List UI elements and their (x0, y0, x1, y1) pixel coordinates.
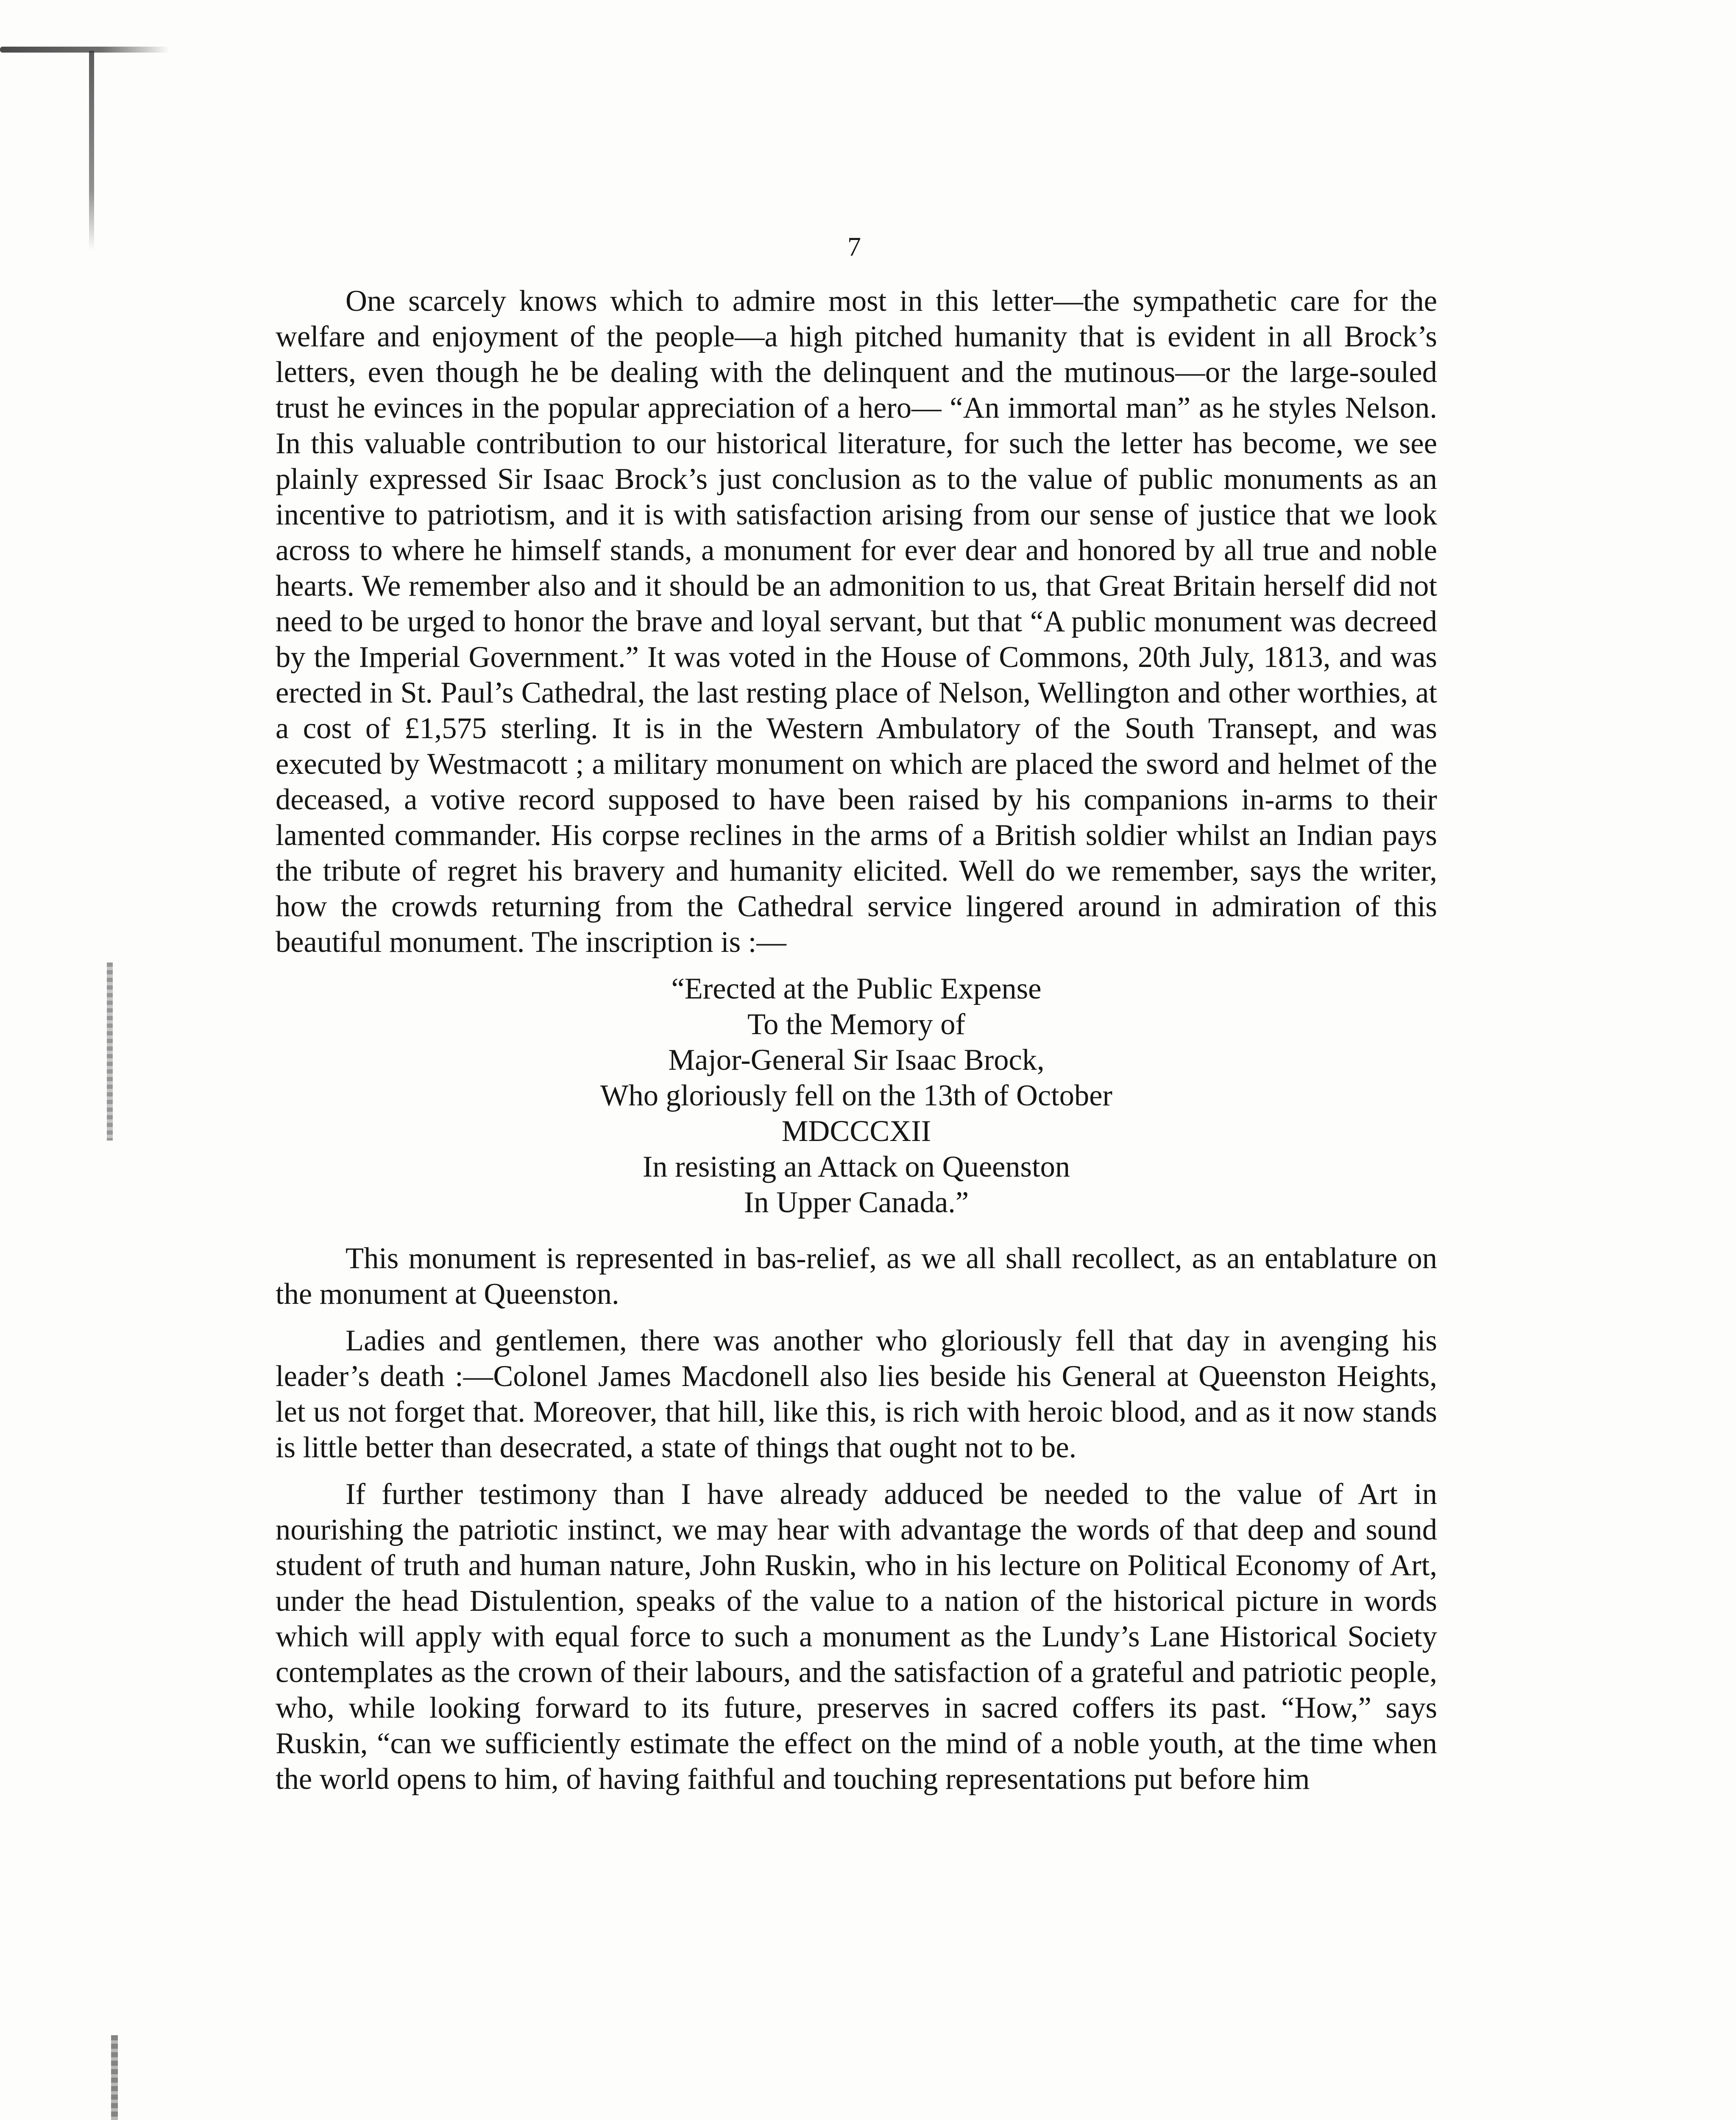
inscription-line: Major-General Sir Isaac Brock, (668, 1043, 1045, 1077)
paragraph: Ladies and gentlemen, there was another who gloriously fell that day in avenging his leader’s death :—Colonel James Macdonell also lies beside his General at Queenston Heights, let us not forget that. Moreover, that hill, like this, is rich with heroic blood, and as it now stands is little better than desecrated, a state of things that ought not to be. (276, 1324, 1437, 1464)
inscription-line: To the Memory of (747, 1008, 965, 1041)
scan-edge-artifact (89, 51, 94, 250)
inscription-line: In resisting an Attack on Queenston (642, 1150, 1070, 1183)
body-text (276, 283, 1437, 1797)
inscription-line: “Erected at the Public Expense (671, 972, 1042, 1005)
scan-edge-artifact (111, 2035, 118, 2120)
scan-edge-artifact (0, 47, 170, 53)
paragraph: One scarcely knows which to admire most in this letter—the sympathetic care for the welfare and enjoyment of the people—a high pitched humanity that is evident in all Brock’s letters, even though he be dealing with the delinquent and the mutinous—or the large-souled trust he evinces in the popular appreciation of a hero— “An immortal man” as he styles Nelson. In this valuable contribution to our historical literature, for such the letter has become, we see plainly expressed Sir Isaac Brock’s just conclusion as to the value of public monuments as an incentive to patriotism, and it is with satisfaction arising from our sense of justice that we look across to where he himself stands, a monument for ever dear and honored by all true and noble hearts. We remember also and it should be an admonition to us, that Great Britain herself did not need to be urged to honor the brave and loyal servant, but that “A public monument was decreed by the Imperial Government.” It was voted in the House of Commons, 20th July, 1813, and was erected in St. Paul’s Cathedral, the last resting place of Nelson, Wellington and other worthies, at a cost of £1,575 sterling. It is in the Western Ambulatory of the South Transept, and was executed by Westmacott ; a military monument on which are placed the sword and helmet of the deceased, a votive record supposed to have been raised by his companions in-arms to their lamented commander. His corpse reclines in the arms of a British soldier whilst an Indian pays the tribute of regret his bravery and humanity elicited. Well do we remember, says the writer, how the crowds returning from the Cathedral service lingered around in admiration of this beautiful monument. The inscription is :— (276, 285, 1437, 959)
paragraph: This monument is represented in bas-relief, as we all shall recollect, as an entablature on the monument at Queenston. (276, 1242, 1437, 1311)
inscription-line: MDCCCXII (781, 1115, 931, 1148)
scan-edge-artifact (107, 962, 113, 1141)
inscription-line: Who gloriously fell on the 13th of October (600, 1079, 1113, 1112)
page-number: 7 (847, 232, 861, 262)
paragraph: If further testimony than I have already adduced be needed to the value of Art in nourishing the patriotic instinct, we may hear with advantage the words of that deep and sound student of truth and human nature, John Ruskin, who in his lecture on Political Economy of Art, under the head Distulention, speaks of the value to a nation of the historical picture in words which will apply with equal force to such a monument as the Lundy’s Lane Historical Society contemplates as the crown of their labours, and the satisfaction of a grateful and patriotic people, who, while looking forward to its future, preserves in sacred coffers its past. “How,” says Ruskin, “can we sufficiently estimate the effect on the mind of a noble youth, at the time when the world opens to him, of having faithful and touching representations put before him (276, 1478, 1437, 1796)
inscription-line: In Upper Canada.” (744, 1186, 969, 1219)
monument-inscription (276, 971, 1437, 1220)
